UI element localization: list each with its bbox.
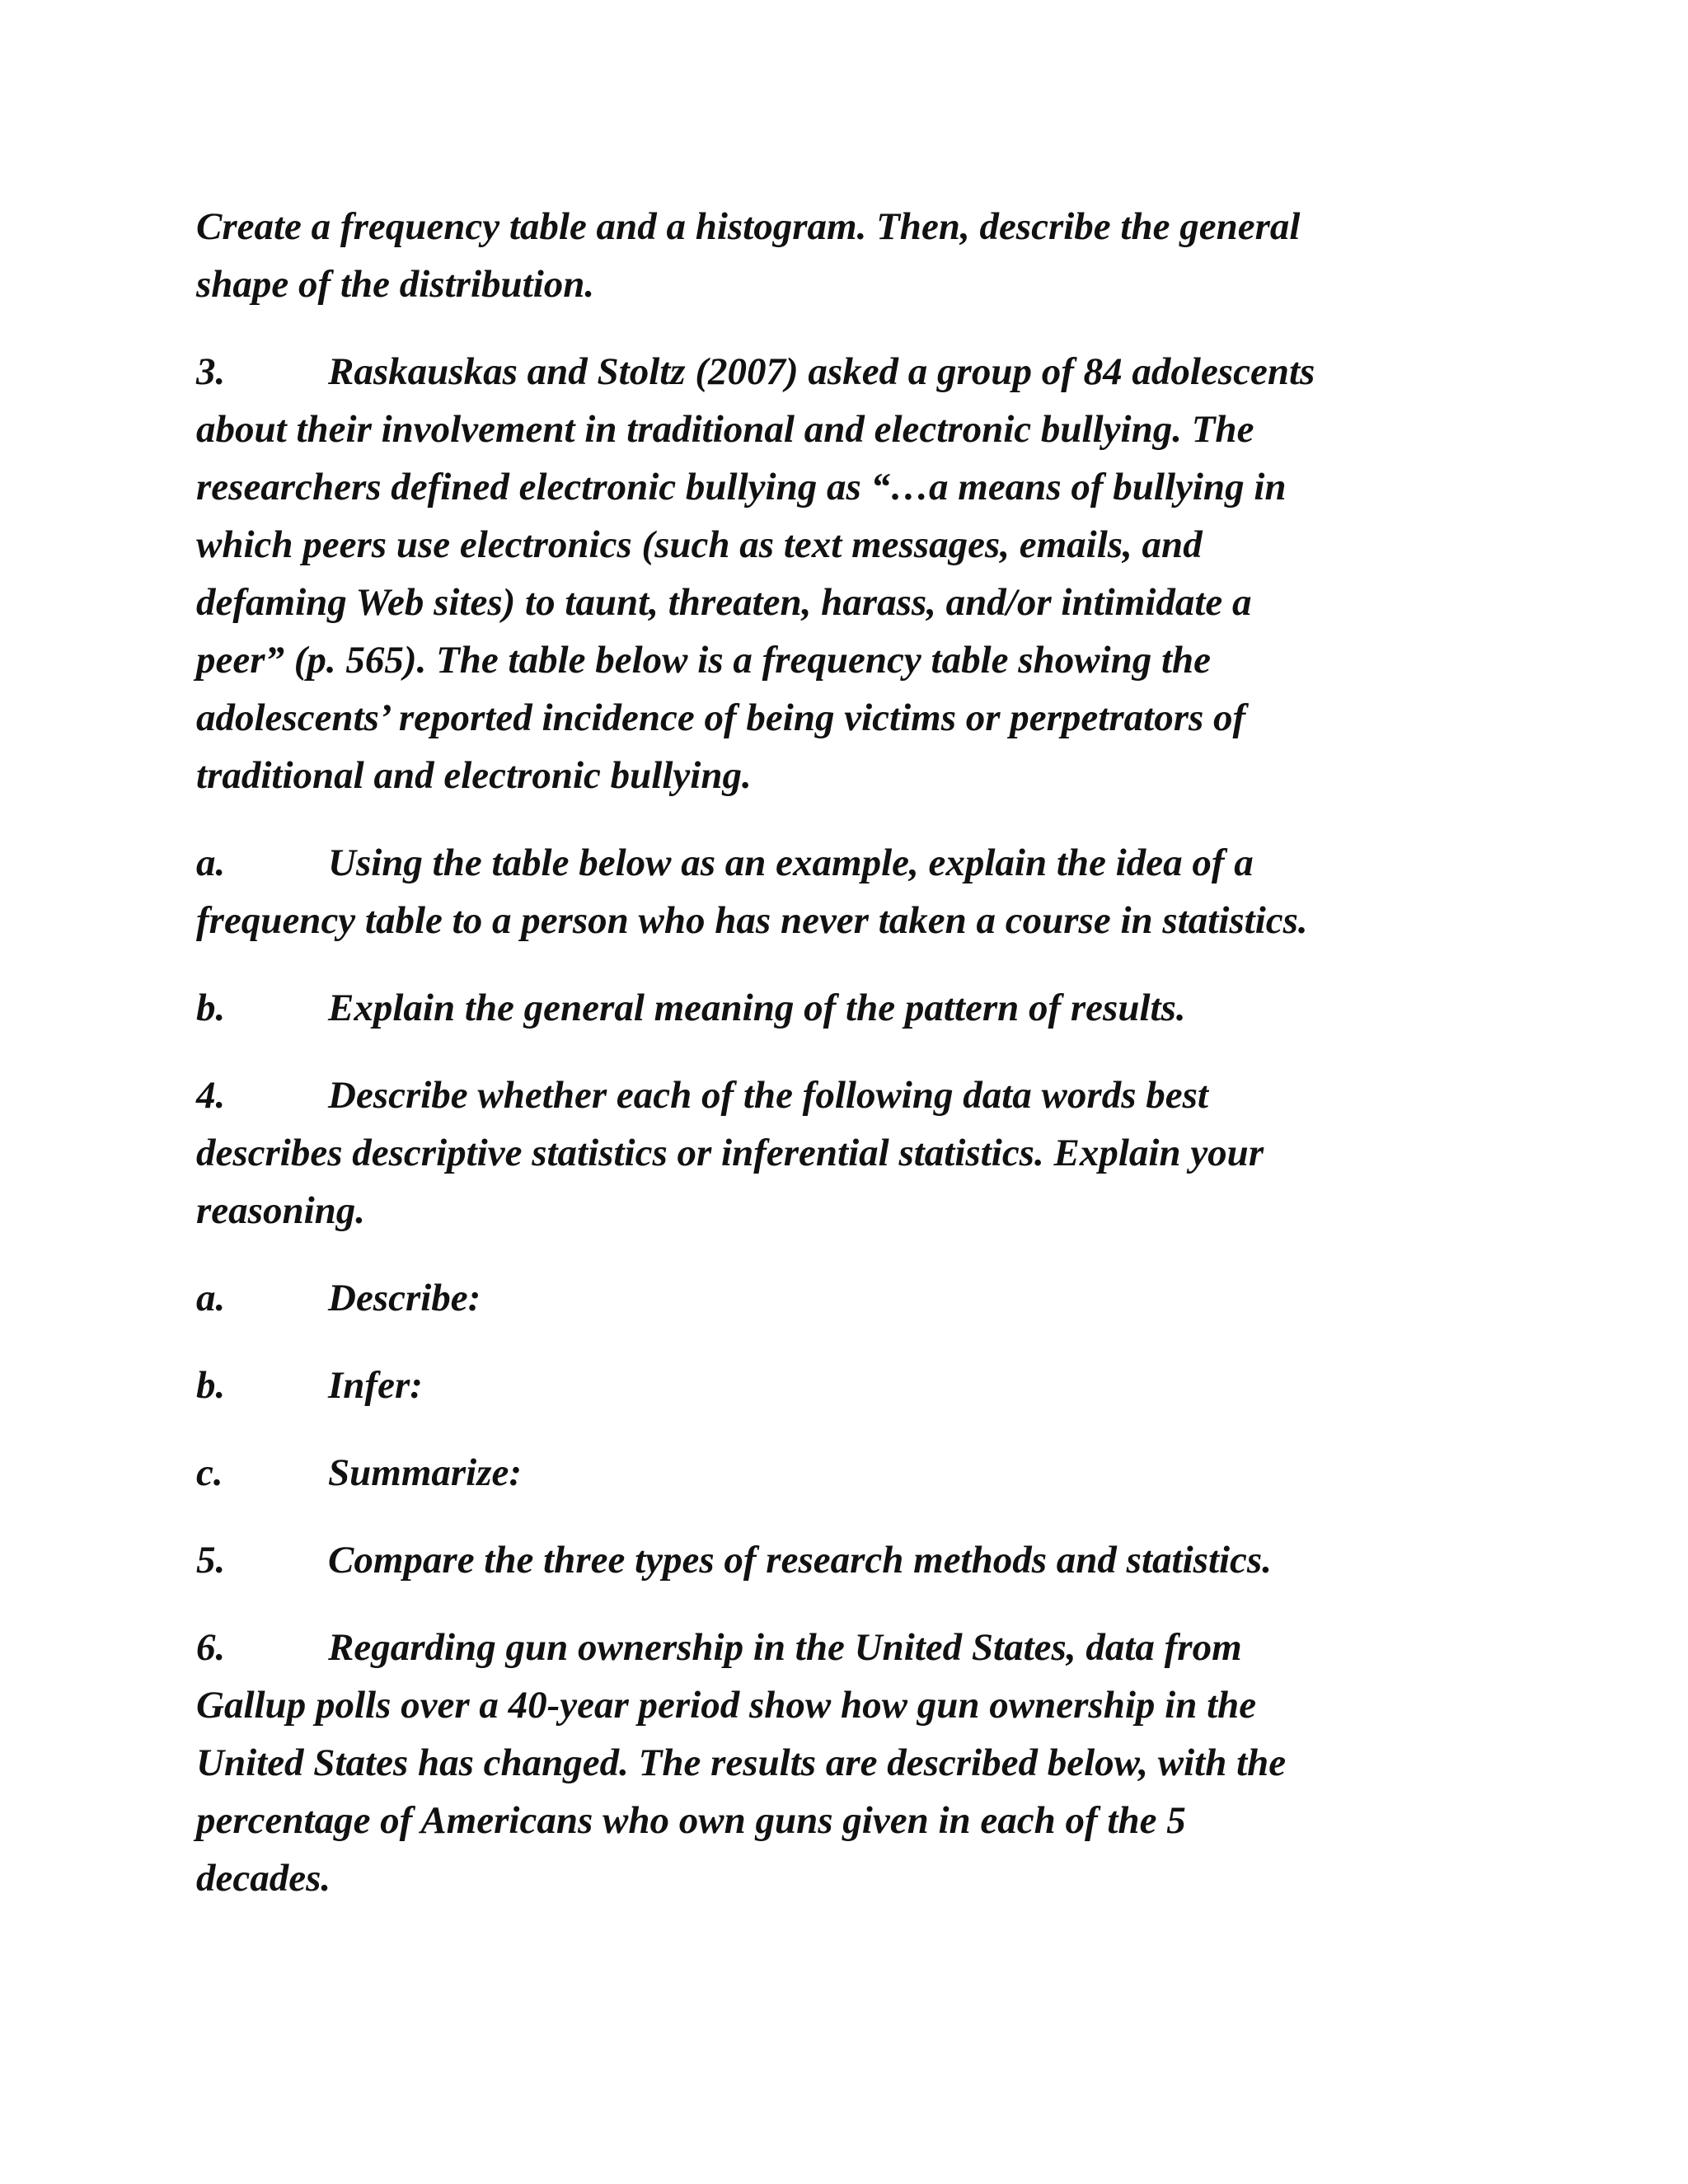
line-text: Explain the general meaning of the pattern of results.	[328, 987, 1186, 1029]
question-6	[196, 1619, 1482, 1907]
text-line	[196, 1444, 1482, 1502]
text-line: reasoning.	[196, 1189, 366, 1232]
question-4c	[196, 1444, 1482, 1502]
text-line: Gallup polls over a 40-year period show how gun ownership in the	[196, 1684, 1257, 1727]
line-text: Using the table below as an example, explain the idea of a	[328, 841, 1254, 884]
question-number: 4.	[196, 1074, 226, 1117]
text-line: describes descriptive statistics or inferential statistics. Explain your	[196, 1132, 1264, 1174]
text-line: defaming Web sites) to taunt, threaten, harass, and/or intimidate a	[196, 581, 1252, 624]
document-body	[196, 198, 1482, 1937]
text-line	[196, 834, 1482, 892]
text-line: United States has changed. The results are described below, with the	[196, 1741, 1287, 1784]
text-line: shape of the distribution.	[196, 263, 595, 306]
line-text: Summarize:	[328, 1451, 523, 1494]
text-line	[196, 343, 1482, 401]
question-letter: b.	[196, 987, 226, 1029]
question-4	[196, 1066, 1482, 1240]
intro-paragraph	[196, 198, 1482, 313]
text-line: researchers defined electronic bullying as “…a means of bullying in	[196, 466, 1287, 509]
text-line: traditional and electronic bullying.	[196, 754, 752, 797]
text-line: frequency table to a person who has never taken a course in statistics.	[196, 899, 1308, 942]
question-letter: a.	[196, 841, 226, 884]
question-3	[196, 343, 1482, 804]
text-line: adolescents’ reported incidence of being victims or perpetrators of	[196, 696, 1246, 739]
line-text: Infer:	[328, 1364, 423, 1407]
line-text: Raskauskas and Stoltz (2007) asked a group of 84 adolescents	[328, 350, 1315, 393]
text-line	[196, 1357, 1482, 1414]
text-line	[196, 1269, 1482, 1327]
question-4b	[196, 1357, 1482, 1414]
question-3a	[196, 834, 1482, 949]
text-line	[196, 1066, 1482, 1124]
text-line: percentage of Americans who own guns given in each of the 5	[196, 1799, 1186, 1842]
line-text: Compare the three types of research methods and statistics.	[328, 1539, 1272, 1582]
line-text: Regarding gun ownership in the United States, data from	[328, 1626, 1242, 1669]
text-line	[196, 1619, 1482, 1676]
question-4a	[196, 1269, 1482, 1327]
line-text: Describe whether each of the following data words best	[328, 1074, 1208, 1117]
question-number: 6.	[196, 1626, 226, 1669]
question-5	[196, 1531, 1482, 1589]
text-line: decades.	[196, 1857, 331, 1900]
question-letter: a.	[196, 1277, 226, 1319]
text-line	[196, 979, 1482, 1037]
question-3b	[196, 979, 1482, 1037]
question-number: 5.	[196, 1539, 226, 1582]
text-line: peer” (p. 565). The table below is a frequency table showing the	[196, 639, 1212, 682]
question-letter: c.	[196, 1451, 223, 1494]
text-line: which peers use electronics (such as text messages, emails, and	[196, 523, 1203, 566]
line-text: Describe:	[328, 1277, 481, 1319]
question-letter: b.	[196, 1364, 226, 1407]
question-number: 3.	[196, 350, 226, 393]
text-line	[196, 1531, 1482, 1589]
text-line: Create a frequency table and a histogram. Then, describe the general	[196, 205, 1301, 248]
text-line: about their involvement in traditional and electronic bullying. The	[196, 408, 1254, 451]
